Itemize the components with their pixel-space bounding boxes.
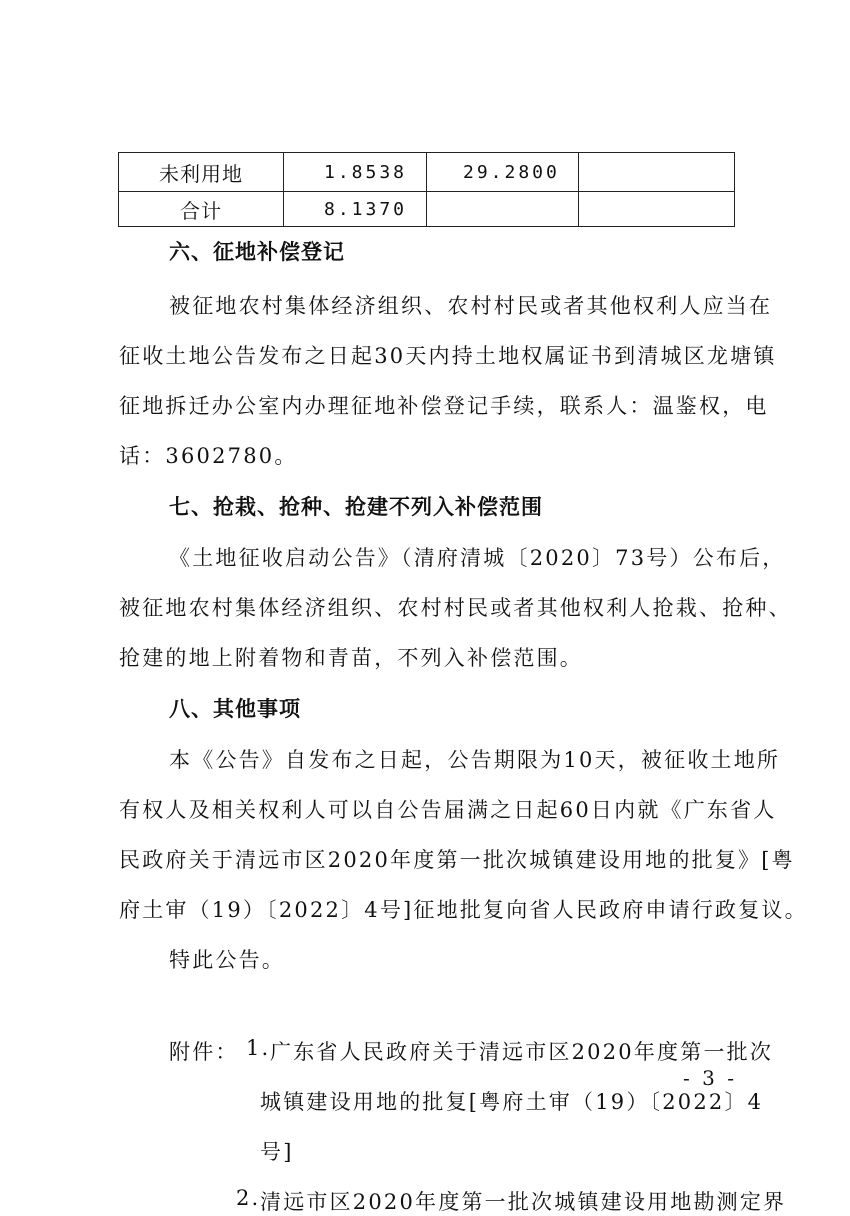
paragraph-line: 被征地农村集体经济组织、农村村民或者其他权利人应当在 [169,294,773,318]
attachment-1-title: 广东省人民政府关于清远市区2020年度第一批次 [270,1040,774,1064]
closing-statement: 特此公告。 [169,948,285,972]
paragraph-line: 本《公告》自发布之日起，公告期限为10天，被征收土地所 [169,748,781,772]
table-cell-category: 合计 [119,192,284,227]
attachments-label: 附件： [169,1040,239,1064]
table-row [119,192,735,227]
page-number: - 3 - [683,1066,737,1090]
section-heading-other-matters: 八、其他事项 [169,697,301,721]
table-cell-category: 未利用地 [119,153,284,192]
paragraph-line: 有权人及相关权利人可以自公告届满之日起60日内就《广东省人 [119,798,777,822]
table-cell-value1: 8.1370 [284,192,427,227]
table-cell-value3 [579,192,735,227]
table-row [119,153,735,192]
paragraph-line: 被征地农村集体经济组织、农村村民或者其他权利人抢栽、抢种、 [119,596,792,620]
paragraph-line: 征地拆迁办公室内办理征地补偿登记手续，联系人：温鉴权，电 [119,394,769,418]
attachment-1-title: 号] [260,1140,294,1164]
attachment-1-title: 城镇建设用地的批复[粤府土审（19）〔2022〕4 [260,1090,764,1114]
land-area-table [118,152,735,227]
table-cell-value2: 29.2800 [427,153,579,192]
paragraph-line: 征收土地公告发布之日起30天内持土地权属证书到清城区龙塘镇 [119,344,777,368]
paragraph-line: 话：3602780。 [119,444,298,468]
section-heading-compensation-registration: 六、征地补偿登记 [169,240,345,264]
table-cell-value2 [427,192,579,227]
paragraph-line: 民政府关于清远市区2020年度第一批次城镇建设用地的批复》[粤 [119,848,795,872]
attachment-1-number: 1. [246,1036,271,1060]
attachment-2-number: 2. [236,1186,261,1210]
table-cell-value1: 1.8538 [284,153,427,192]
section-heading-excluded-compensation: 七、抢栽、抢种、抢建不列入补偿范围 [169,495,543,519]
paragraph-line: 抢建的地上附着物和青苗，不列入补偿范围。 [119,646,583,670]
paragraph-line: 府土审（19）〔2022〕4号]征地批复向省人民政府申请行政复议。 [119,898,808,922]
attachment-2-title: 清远市区2020年度第一批次城镇建设用地勘测定界 [260,1190,787,1214]
table-cell-value3 [579,153,735,192]
paragraph-line: 《土地征收启动公告》（清府清城〔2020〕73号）公布后， [169,546,786,570]
